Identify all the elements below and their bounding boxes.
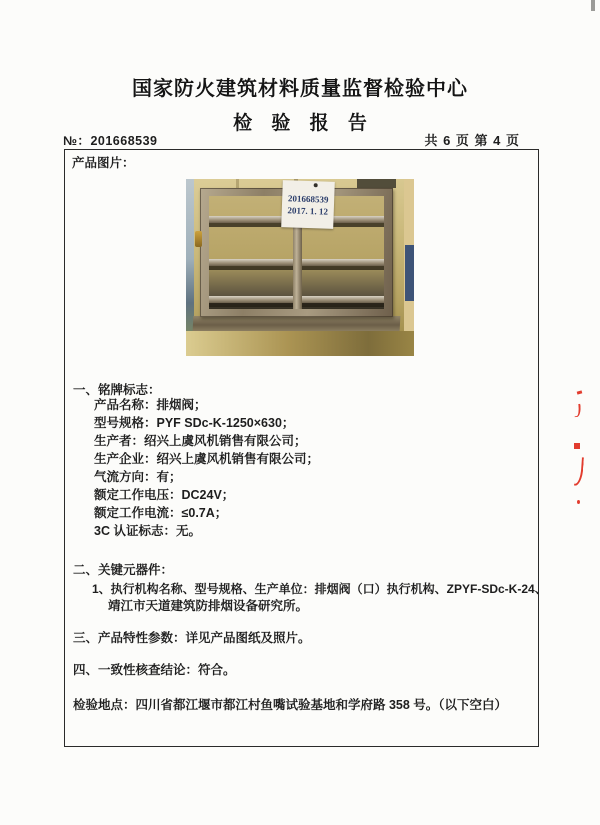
report-number-label: №： (63, 134, 91, 148)
damper-base (193, 316, 401, 331)
section4-conformity: 四、一致性核查结论：符合。 (73, 663, 236, 677)
nameplate-manufacturer: 生产企业：绍兴上虞风机销售有限公司； (94, 452, 320, 466)
sample-tag (281, 180, 335, 229)
nameplate-rated-current: 额定工作电流：≤0.7A； (94, 506, 228, 520)
report-title: 检 验 报 告 (233, 113, 374, 134)
scan-edge-artifact (591, 0, 595, 11)
photo-floor (186, 331, 414, 356)
red-pen-mark (574, 443, 580, 449)
section2-title: 二、关键元器件： (73, 563, 174, 577)
nameplate-product-name: 产品名称：排烟阀； (94, 398, 207, 412)
center-name-title: 国家防火建筑材料质量监督检验中心 (132, 78, 468, 100)
nameplate-airflow: 气流方向：有； (94, 470, 182, 484)
nameplate-rated-voltage: 额定工作电压：DC24V； (94, 488, 235, 502)
product-photo (186, 179, 414, 356)
nameplate-producer: 生产者：绍兴上虞风机销售有限公司； (94, 434, 307, 448)
report-number (63, 131, 158, 149)
report-content-box (64, 149, 547, 747)
report-number-value: 201668539 (90, 134, 158, 148)
damper-handle (195, 231, 202, 247)
page-indicator: 共 6 页 第 4 页 (424, 133, 520, 148)
section1-nameplate-lines (94, 396, 319, 540)
tag-pin-icon (314, 183, 318, 187)
inspection-location: 检验地点：四川省都江堰市都江村鱼嘴试验基地和学府路 358 号。（以下空白） (73, 698, 508, 712)
product-photo-label: 产品图片： (72, 156, 135, 170)
red-pen-mark (574, 457, 584, 486)
nameplate-3c-mark: 3C 认证标志：无。 (94, 524, 201, 538)
section2-actuator-line: 1、执行机构名称、型号规格、生产单位：排烟阀（口）执行机构、ZPYF-SDc-K-24、 (92, 582, 547, 596)
tag-sample-date: 2017. 1. 12 (287, 204, 329, 217)
red-pen-mark (577, 390, 583, 394)
photo-blue-object (405, 245, 414, 301)
section1-title: 一、铭牌标志： (73, 383, 161, 397)
red-pen-mark (573, 404, 581, 418)
nameplate-model-spec: 型号规格：PYF SDc-K-1250×630； (94, 416, 295, 430)
photo-top-shadow (357, 179, 396, 188)
section2-institute-line: 靖江市天道建筑防排烟设备研究所。 (108, 599, 309, 613)
section3-parameters: 三、产品特性参数：详见产品图纸及照片。 (73, 631, 311, 645)
tag-sample-number: 201668539 (287, 192, 329, 205)
red-pen-mark (577, 500, 580, 504)
